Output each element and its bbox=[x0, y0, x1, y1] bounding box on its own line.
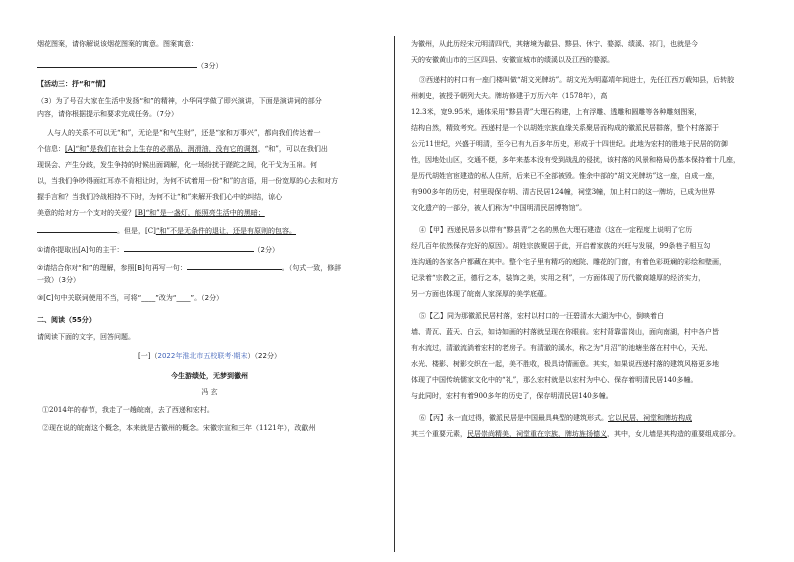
paragraph-line: ①2014年的春节，我走了一趟皖南，去了西递和宏村。 bbox=[42, 406, 214, 414]
text-line: （3）为了号召大家在生活中发扬“和”的精神，小华同学做了即兴演讲，下面是演讲词的部分 bbox=[37, 97, 322, 105]
article-title: 今生游绩处，无梦到徽州 bbox=[171, 372, 248, 380]
speech-line: 个信息：[A]“和”是我们在社会上生存的必需品，润滑油，没有它的调剂，“和”，可以在我们出 bbox=[37, 145, 328, 153]
activity-heading: 【活动三：抒“和”情】 bbox=[37, 80, 110, 88]
paragraph-line: ④【甲】西递民居多以带有“黟县青”之名的黑色大理石建造（这在一定程度上说明了它历 bbox=[419, 226, 693, 234]
speech-line: 。但是，[C]“和”不是无条件的退让，还是有原则的包容。 bbox=[37, 225, 296, 236]
paragraph-line: 性，因地处山区，交通不便，多年来基本没有受到战乱的侵扰，该村落的风景和格局仍基本保持着十几座， bbox=[411, 156, 740, 164]
paragraph-line: 记录着“宗教之正，德行之本，装饰之美，实用之利”，一方面体现了历代徽商雄厚的经济实力， bbox=[411, 274, 706, 282]
answer-blank[interactable] bbox=[187, 262, 282, 270]
answer-blank[interactable] bbox=[37, 225, 117, 233]
paragraph-line: 有水流过，清澈流淌着宏村的老房子。有清澈的溪水，称之为“月沼”的池塘坐落在村中心，天光、 bbox=[411, 344, 713, 352]
question-2-cont: 一致）（3分） bbox=[37, 276, 80, 284]
part-heading: [一]（2022年淮北市五校联考·期末）（22分） bbox=[138, 352, 281, 360]
paragraph-line: ③西递村的村口有一座门楼叫做“胡文光牌坊”。胡文光为明嘉靖年间进士，先任江西万载知县，后转胶 bbox=[419, 76, 735, 84]
paragraph-line: 结构自然，精致考究。西递村是一个以胡姓宗族血缘关系聚居而构成的徽派民居群落，整个村落源于 bbox=[411, 124, 719, 132]
text-line: 烟花图案，请你解说该烟花图案的寓意。图案寓意： bbox=[37, 40, 198, 48]
paragraph-line: 为徽州，从此历经宋元明清四代，其辖境为歙县、黟县、休宁、婺源、绩溪、祁门，也就是今 bbox=[411, 40, 698, 48]
speech-line: 现误会、产生分歧，发生争持的时候出面调解，化一场纷扰于蹉跎之间，化干戈为玉帛。何 bbox=[37, 161, 317, 169]
paragraph-line: 州刺史，被授予朝列大夫。牌坊修建于万历六年（1578年），高 bbox=[411, 92, 608, 100]
speech-line: 美意的给对方一个支对的关爱？[B]“和”是一盏灯，能照亮生活中的黑暗； bbox=[37, 209, 265, 217]
paragraph-line: ⑥【丙】永一直过得，徽派民居是中国最具典型的建筑形式。它以民居、祠堂和牌坊构成 bbox=[419, 414, 692, 422]
paragraph-line: 公元11世纪，兴盛于明清，至今已有九百多年历史，形成于十四世纪。此地为宏村的胜地于民居的防御 bbox=[411, 140, 728, 148]
paragraph-line: 连沟通的各家各户都藏在其中。整个宅子里有精巧的庭院、雕花的门窗，有着色彩斑斓的彩绘和壁画， bbox=[411, 258, 726, 266]
paragraph-line: 水光、楼影、树影交织在一起，美不胜收，极具诗情画意。其实，如果说西递村落的建筑风格更多地 bbox=[411, 360, 719, 368]
column-divider bbox=[394, 36, 395, 552]
question-2: ②请结合你对“和”的理解，参照[B]句再写一句： 。（句式一致，修辞 bbox=[37, 264, 342, 272]
paragraph-line: 墙、青瓦、蓝天、白云，如诗如画的村落就呈现在你眼前。宏村背靠雷岗山，面向南湖，村中各户皆 bbox=[411, 328, 719, 336]
answer-line: （3分） bbox=[37, 60, 222, 71]
paragraph-line: 12.3米，宽9.95米，通体采用“黟县青”大理石构建，上有浮雕、透雕和圆雕等各种雕刻图案， bbox=[411, 108, 702, 116]
paragraph-line: 是历代胡姓官宦建造的私人住所，后来已不全部被毁。惟余中部的“胡文光牌坊”这一座，自成一座， bbox=[411, 172, 720, 180]
paragraph-line: 天的安徽黄山市的三区四县、安徽宣城市的绩溪以及江西的婺源。 bbox=[411, 56, 614, 64]
answer-blank[interactable] bbox=[124, 244, 254, 252]
paragraph-line: ⑤【乙】同为那徽派民居村落，宏村以村口的一汪碧清水大湖为中心，倒映着白 bbox=[419, 312, 664, 320]
speech-line: 以，当我们争吵得面红耳赤不肯相让时，为何不试着用一份“和”的言语，用一份宽厚的心去和对方 bbox=[37, 177, 339, 185]
question-3: ③[C]句中关联词使用不当，可将“____”改为“____”。（2分） bbox=[37, 294, 224, 302]
paragraph-line: 另一方面也体现了皖南人家深厚的美学底蕴。 bbox=[411, 290, 551, 298]
source-link[interactable]: 2022年淮北市五校联考·期末 bbox=[157, 352, 248, 360]
paragraph-line: 与此同时，宏村有着900多年的历史了，保存明清民居140多幢。 bbox=[411, 392, 613, 400]
section-heading: 二、阅读（55分） bbox=[37, 316, 96, 324]
paragraph-line: 文化遗产的一部分，被人们称为“中国明清民居博物馆”。 bbox=[411, 204, 587, 212]
answer-blank[interactable] bbox=[37, 60, 197, 68]
paragraph-line: 体现了中国传统儒家文化中的“礼”，那么宏村就是以宏村为中心、保存着明清民居140多幢。 bbox=[411, 376, 698, 384]
question-1: ①请你提取出[A]句的主干： （2分） bbox=[37, 246, 279, 254]
paragraph-line: ②现在说的皖南这个概念，本来就是古徽州的概念。宋徽宗宣和三年（1121年），改歙州 bbox=[42, 424, 316, 432]
text-line: 内容，请你根据提示和要求完成任务。（7分） bbox=[37, 110, 178, 118]
paragraph-line: 其三个重要元素，民居崇尚精美，祠堂重在宗族，牌坊旌扬德义，其中，女儿墙是其构造的重要组成部分。 bbox=[411, 430, 740, 438]
article-author: 冯 玄 bbox=[201, 388, 218, 396]
text-line: 请阅读下面的文字，回答问题。 bbox=[37, 333, 135, 341]
speech-line: 人与人的关系不可以无“和”，无论是“和气生财”，还是“家和万事兴”，都向我们传达着一 bbox=[47, 129, 321, 137]
paragraph-line: 经几百年依然保存完好的原因）。胡姓宗族聚居于此，开启着家族的兴旺与发展，99条巷子相互勾 bbox=[411, 242, 711, 250]
speech-line: 握手言和？当我们冷战相持不下时，为何不让“和”来解开我们心中的纠结，谅心 bbox=[37, 193, 283, 201]
paragraph-line: 有900多年的历史，村里现保存明、清古民居124幢，祠堂3幢，加上村口的这一牌坊，已成为世界 bbox=[411, 188, 716, 196]
